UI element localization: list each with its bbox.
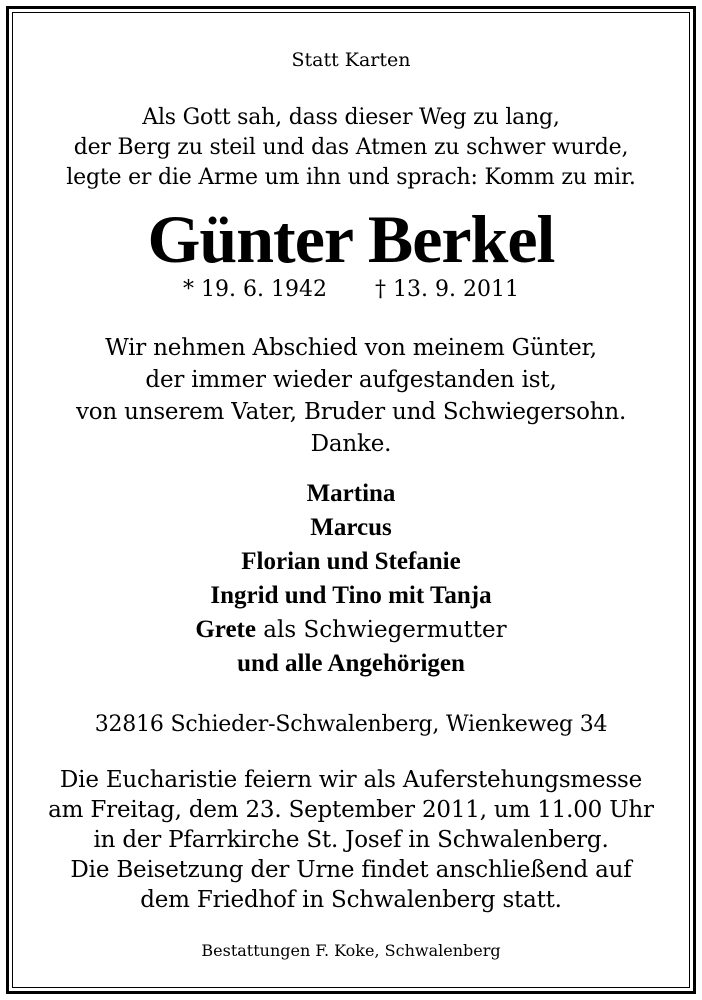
farewell-line: Wir nehmen Abschied von meinem Günter, [105, 335, 597, 361]
service-info [12, 765, 690, 915]
funeral-home-line: Bestattungen F. Koke, Schwalenberg [201, 941, 501, 960]
mourner-name: Ingrid und Tino mit Tanja [210, 582, 492, 609]
header-text [12, 48, 690, 72]
mourner-grete [12, 613, 690, 647]
mourner-name: Martina [306, 480, 396, 507]
poem [12, 103, 690, 193]
service-line: dem Friedhof in Schwalenberg statt. [140, 887, 562, 913]
farewell-line: der immer wieder aufgestanden ist, [145, 367, 557, 393]
service-line: Die Eucharistie feiern wir als Auferstehungsmesse [59, 767, 643, 793]
poem-line: legte er die Arme um ihn und sprach: Komm zu mir. [66, 165, 636, 190]
birth-date: * 19. 6. 1942 [183, 277, 327, 302]
address-line: 32816 Schieder-Schwalenberg, Wienkeweg 34 [94, 712, 608, 737]
statt-karten: Statt Karten [291, 49, 411, 71]
service-line: Die Beisetzung der Urne findet anschließend auf [70, 857, 632, 883]
funeral-home [12, 940, 690, 962]
mourner-name: Florian und Stefanie [241, 548, 461, 575]
farewell-line: von unserem Vater, Bruder und Schwiegersohn. [75, 399, 627, 425]
farewell-text [12, 332, 690, 460]
address [12, 710, 690, 740]
mourner-name: Marcus [310, 514, 392, 541]
death-date: † 13. 9. 2011 [375, 277, 519, 302]
mourners-list [12, 477, 690, 681]
service-line: in der Pfarrkirche St. Josef in Schwalenberg. [93, 827, 609, 853]
poem-line: der Berg zu steil und das Atmen zu schwer wurde, [73, 135, 629, 160]
farewell-line: Danke. [310, 431, 392, 457]
deceased-name: Günter Berkel [147, 201, 555, 277]
service-line: am Freitag, dem 23. September 2011, um 11.00 Uhr [48, 797, 654, 823]
mourner-name: Grete [195, 616, 256, 643]
mourner-relation: als Schwiegermutter [255, 617, 507, 643]
mourner-name: und alle Angehörigen [237, 650, 465, 677]
poem-line: Als Gott sah, dass dieser Weg zu lang, [142, 105, 560, 130]
life-dates [12, 276, 690, 304]
